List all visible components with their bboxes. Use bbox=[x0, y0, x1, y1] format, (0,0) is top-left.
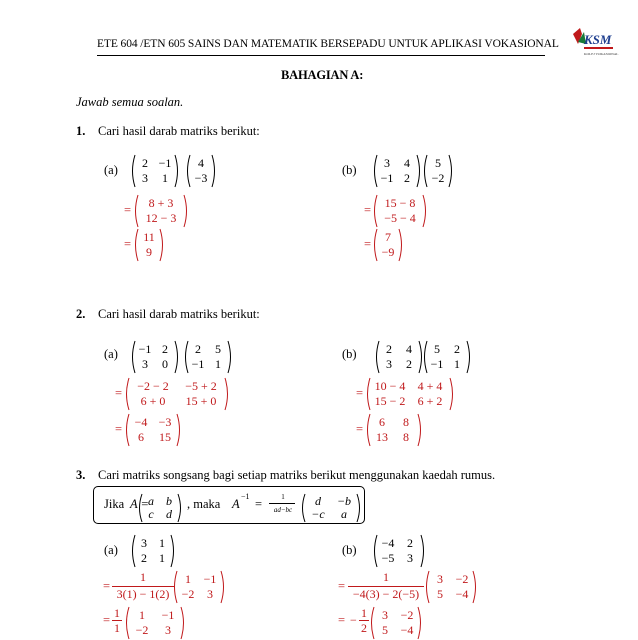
q1b-equals-1: = bbox=[364, 203, 372, 217]
q1-part-b-label: (b) bbox=[342, 163, 357, 177]
q1a-step-matrix-cell: 8 + 3 bbox=[148, 196, 174, 210]
q2b-equals-2: = bbox=[356, 422, 364, 436]
formula-adjugate-matrix-right-bracket bbox=[357, 494, 360, 522]
q2a-matrix-a-cell: 3 bbox=[142, 357, 148, 371]
q1b-result-matrix-cell: −9 bbox=[381, 245, 395, 259]
q3b-adj2-matrix-cell: −4 bbox=[400, 623, 414, 637]
q2b-result-matrix-cell: 8 bbox=[403, 430, 409, 444]
q1b-matrix-b-right-bracket bbox=[449, 155, 452, 187]
q1b-equals-2: = bbox=[364, 237, 372, 251]
q2b-step-matrix-cell: 4 + 4 bbox=[417, 379, 443, 393]
q3a-frac2-num: 1 bbox=[114, 606, 120, 620]
q2b-step-matrix bbox=[365, 377, 455, 411]
q2a-result-matrix-cell: −4 bbox=[134, 415, 148, 429]
q3a-adj-matrix-cell: 3 bbox=[207, 587, 213, 601]
q2a-matrix-a-cell: −1 bbox=[138, 342, 152, 356]
q3b-equals-1: = bbox=[338, 579, 346, 593]
q3b-adj-matrix-cell: −4 bbox=[455, 587, 469, 601]
q3b-frac2-sign: − bbox=[350, 613, 357, 627]
q2a-step-matrix-cell: 15 + 0 bbox=[185, 394, 217, 408]
q3a-matrix-cell: 3 bbox=[141, 536, 147, 550]
q3a-adj2-matrix-right-bracket bbox=[181, 607, 184, 639]
q1b-result-matrix bbox=[372, 228, 404, 262]
q1b-matrix-a bbox=[372, 154, 422, 188]
q2-part-b-label: (b) bbox=[342, 347, 357, 361]
q3a-adj-matrix-right-bracket bbox=[221, 571, 224, 603]
q2a-result-matrix-cell: 15 bbox=[159, 430, 171, 444]
q1a-result-matrix-cell: 9 bbox=[146, 245, 152, 259]
q2a-matrix-b bbox=[183, 340, 233, 374]
q2a-step-matrix-cell: −5 + 2 bbox=[185, 379, 217, 393]
course-header: ETE 604 /ETN 605 SAINS DAN MATEMATIK BERSEPADU UNTUK APLIKASI VOKASIONAL bbox=[97, 38, 559, 50]
q2b-matrix-b-cell: −1 bbox=[430, 357, 444, 371]
q2a-matrix-a-right-bracket bbox=[175, 341, 178, 373]
q1a-matrix-b bbox=[185, 154, 217, 188]
q3b-adj2-matrix-cell: 3 bbox=[382, 608, 388, 622]
question-1-number: 1. bbox=[76, 124, 86, 138]
q3b-matrix-cell: 3 bbox=[407, 551, 413, 565]
formula-equals: = bbox=[255, 497, 263, 511]
formula-then-text: , maka bbox=[187, 497, 221, 511]
svg-text:KSM: KSM bbox=[584, 32, 612, 47]
q1b-matrix-a-cell: 2 bbox=[404, 171, 410, 185]
q2b-step-matrix-right-bracket bbox=[450, 378, 453, 410]
formula-matrix-a-cell: a bbox=[148, 494, 154, 508]
formula-matrix-a-cell: b bbox=[166, 494, 172, 508]
q3b-matrix-cell: −4 bbox=[381, 536, 395, 550]
q3a-adj-matrix bbox=[172, 570, 226, 604]
formula-adjugate-matrix-cell: −b bbox=[336, 494, 352, 508]
q2b-step-matrix-cell: 10 − 4 bbox=[374, 379, 406, 393]
q1a-step-matrix-right-bracket bbox=[184, 195, 187, 227]
q1b-matrix-a-cell: 4 bbox=[404, 156, 410, 170]
question-2-text: Cari hasil darab matriks berikut: bbox=[98, 307, 260, 321]
q3-part-b-label: (b) bbox=[342, 543, 357, 557]
formula-matrix-a-cell: d bbox=[166, 507, 172, 521]
q1a-matrix-a-cell: −1 bbox=[158, 156, 172, 170]
q1b-matrix-b-cell: −2 bbox=[431, 171, 445, 185]
q3a-equals-2: = bbox=[103, 613, 111, 627]
q3b-adj-matrix bbox=[424, 570, 478, 604]
q3b-adj2-matrix-right-bracket bbox=[418, 607, 421, 639]
svg-text:KOLEJ VOKASIONAL: KOLEJ VOKASIONAL bbox=[584, 52, 619, 56]
q3b-adj-matrix-right-bracket bbox=[473, 571, 476, 603]
q2b-matrix-b-right-bracket bbox=[467, 341, 470, 373]
q2b-matrix-a-cell: 4 bbox=[406, 342, 412, 356]
q2b-matrix-b bbox=[422, 340, 472, 374]
q2b-matrix-a-cell: 3 bbox=[386, 357, 392, 371]
q1b-step-matrix-cell: −5 − 4 bbox=[384, 211, 416, 225]
q3a-frac-den: 3(1) − 1(2) bbox=[112, 586, 174, 602]
q3b-adj2-matrix-cell: 5 bbox=[382, 623, 388, 637]
q2a-matrix-a bbox=[130, 340, 180, 374]
q3a-adj2-matrix bbox=[124, 606, 186, 640]
formula-adjugate-matrix-cell: −c bbox=[311, 507, 325, 521]
q1a-result-matrix bbox=[133, 228, 165, 262]
q2a-result-matrix-cell: 6 bbox=[138, 430, 144, 444]
formula-matrix-a-cell: c bbox=[148, 507, 154, 521]
q2a-result-matrix-right-bracket bbox=[177, 414, 180, 446]
q2b-matrix-a-cell: 2 bbox=[386, 342, 392, 356]
q3b-adj-matrix-cell: −2 bbox=[455, 572, 469, 586]
q1a-step-matrix-cell: 12 − 3 bbox=[145, 211, 177, 225]
q3a-matrix-cell: 1 bbox=[159, 551, 165, 565]
q3a-adj2-matrix-cell: −1 bbox=[161, 608, 175, 622]
q2b-result-matrix-cell: 13 bbox=[376, 430, 388, 444]
formula-fraction-numerator: 1 bbox=[281, 493, 285, 501]
q3a-adj2-matrix-cell: 3 bbox=[165, 623, 171, 637]
q3b-adj2-matrix bbox=[369, 606, 423, 640]
q3b-matrix-cell: 2 bbox=[407, 536, 413, 550]
q2a-matrix-b-cell: 2 bbox=[195, 342, 201, 356]
question-3-number: 3. bbox=[76, 468, 86, 482]
q1b-step-matrix bbox=[372, 194, 428, 228]
q3a-equals-1: = bbox=[103, 579, 111, 593]
q2b-step-matrix-cell: 6 + 2 bbox=[417, 394, 443, 408]
q1a-matrix-b-cell: 4 bbox=[198, 156, 204, 170]
institution-logo bbox=[570, 22, 619, 62]
formula-matrix-a bbox=[137, 493, 183, 523]
q2a-matrix-b-cell: 1 bbox=[215, 357, 221, 371]
formula-adjugate-matrix-cell: d bbox=[315, 494, 321, 508]
q1a-matrix-a-cell: 2 bbox=[142, 156, 148, 170]
formula-adjugate-matrix-cell: a bbox=[341, 507, 347, 521]
q2a-matrix-b-cell: −1 bbox=[191, 357, 205, 371]
q3b-matrix-cell: −5 bbox=[381, 551, 395, 565]
q3b-frac-den: −4(3) − 2(−5) bbox=[348, 586, 424, 602]
q1a-equals-2: = bbox=[124, 237, 132, 251]
formula-ainv-text: A bbox=[232, 497, 240, 511]
q3a-matrix bbox=[130, 534, 176, 568]
q2a-matrix-a-cell: 2 bbox=[162, 342, 168, 356]
q1b-matrix-a-cell: 3 bbox=[384, 156, 390, 170]
q2a-result-matrix-cell: −3 bbox=[158, 415, 172, 429]
q1b-result-matrix-cell: 7 bbox=[385, 230, 391, 244]
q2a-step-matrix bbox=[124, 377, 230, 411]
formula-if-text: Jika bbox=[104, 497, 125, 511]
q1b-matrix-b bbox=[422, 154, 454, 188]
q3b-frac-num: 1 bbox=[383, 570, 389, 584]
q2a-matrix-b-right-bracket bbox=[228, 341, 231, 373]
q2a-matrix-a-cell: 0 bbox=[162, 357, 168, 371]
q3a-frac-num: 1 bbox=[140, 570, 146, 584]
q1a-matrix-a-cell: 3 bbox=[142, 171, 148, 185]
formula-matrix-a-right-bracket bbox=[178, 494, 181, 522]
q1a-matrix-b-right-bracket bbox=[212, 155, 215, 187]
q1a-matrix-a-right-bracket bbox=[175, 155, 178, 187]
q3b-adj-matrix-cell: 5 bbox=[437, 587, 443, 601]
q2b-step-matrix-cell: 15 − 2 bbox=[374, 394, 406, 408]
q3a-matrix-cell: 2 bbox=[141, 551, 147, 565]
q3b-adj2-matrix-cell: −2 bbox=[400, 608, 414, 622]
q2a-result-matrix bbox=[124, 413, 182, 447]
q1a-matrix-b-cell: −3 bbox=[194, 171, 208, 185]
q3b-frac2-num: 1 bbox=[361, 606, 367, 620]
section-title: BAHAGIAN A: bbox=[281, 68, 364, 82]
q3a-adj-matrix-cell: −2 bbox=[181, 587, 195, 601]
q1a-result-matrix-right-bracket bbox=[160, 229, 163, 261]
question-3-text: Cari matriks songsang bagi setiap matriks berikut menggunakan kaedah rumus. bbox=[98, 468, 496, 482]
q3b-frac2-den: 2 bbox=[361, 621, 367, 635]
q1b-result-matrix-right-bracket bbox=[399, 229, 402, 261]
q2a-equals-1: = bbox=[115, 386, 123, 400]
q1b-matrix-b-cell: 5 bbox=[435, 156, 441, 170]
q3a-adj2-matrix-cell: −2 bbox=[135, 623, 149, 637]
q2b-equals-1: = bbox=[356, 386, 364, 400]
q2b-matrix-b-cell: 2 bbox=[454, 342, 460, 356]
q3a-matrix-right-bracket bbox=[171, 535, 174, 567]
q3b-matrix bbox=[372, 534, 426, 568]
instruction-text: Jawab semua soalan. bbox=[76, 95, 184, 109]
q3a-frac2-den: 1 bbox=[114, 621, 120, 635]
q3a-adj-matrix-cell: −1 bbox=[203, 572, 217, 586]
question-1-text: Cari hasil darab matriks berikut: bbox=[98, 124, 260, 138]
formula-fraction-bar bbox=[269, 503, 295, 504]
q2-part-a-label: (a) bbox=[104, 347, 118, 361]
formula-a-text: A = bbox=[130, 497, 149, 511]
q3a-matrix-cell: 1 bbox=[159, 536, 165, 550]
q2b-matrix-a bbox=[374, 340, 424, 374]
q2a-step-matrix-cell: 6 + 0 bbox=[140, 394, 166, 408]
q2a-equals-2: = bbox=[115, 422, 123, 436]
q2b-result-matrix-right-bracket bbox=[418, 414, 421, 446]
q3b-matrix-right-bracket bbox=[421, 535, 424, 567]
q1a-equals-1: = bbox=[124, 203, 132, 217]
q3b-equals-2: = bbox=[338, 613, 346, 627]
formula-fraction-denominator: ad−bc bbox=[273, 506, 293, 514]
q1b-matrix-a-cell: −1 bbox=[380, 171, 394, 185]
q3a-adj2-matrix-cell: 1 bbox=[139, 608, 145, 622]
q3-part-a-label: (a) bbox=[104, 543, 118, 557]
formula-inverse-exponent: −1 bbox=[241, 492, 250, 501]
question-2-number: 2. bbox=[76, 307, 86, 321]
q2b-result-matrix-cell: 6 bbox=[379, 415, 385, 429]
q2a-step-matrix-cell: −2 − 2 bbox=[137, 379, 169, 393]
q2b-matrix-a-cell: 2 bbox=[406, 357, 412, 371]
q1b-step-matrix-right-bracket bbox=[423, 195, 426, 227]
q1a-step-matrix bbox=[133, 194, 189, 228]
q1b-matrix-a-right-bracket bbox=[417, 155, 420, 187]
q2a-matrix-b-cell: 5 bbox=[215, 342, 221, 356]
q1a-result-matrix-cell: 11 bbox=[143, 230, 155, 244]
q1a-matrix-a-cell: 1 bbox=[162, 171, 168, 185]
q3a-adj-matrix-cell: 1 bbox=[185, 572, 191, 586]
formula-adjugate-matrix bbox=[300, 493, 362, 523]
q1b-step-matrix-cell: 15 − 8 bbox=[384, 196, 416, 210]
q1a-matrix-a bbox=[130, 154, 180, 188]
q2b-result-matrix-cell: 8 bbox=[403, 415, 409, 429]
q2b-result-matrix bbox=[365, 413, 423, 447]
q3b-adj-matrix-cell: 3 bbox=[437, 572, 443, 586]
q2a-step-matrix-right-bracket bbox=[225, 378, 228, 410]
header-divider bbox=[97, 55, 545, 56]
q1-part-a-label: (a) bbox=[104, 163, 118, 177]
q2b-matrix-b-cell: 1 bbox=[454, 357, 460, 371]
q2b-matrix-b-cell: 5 bbox=[434, 342, 440, 356]
